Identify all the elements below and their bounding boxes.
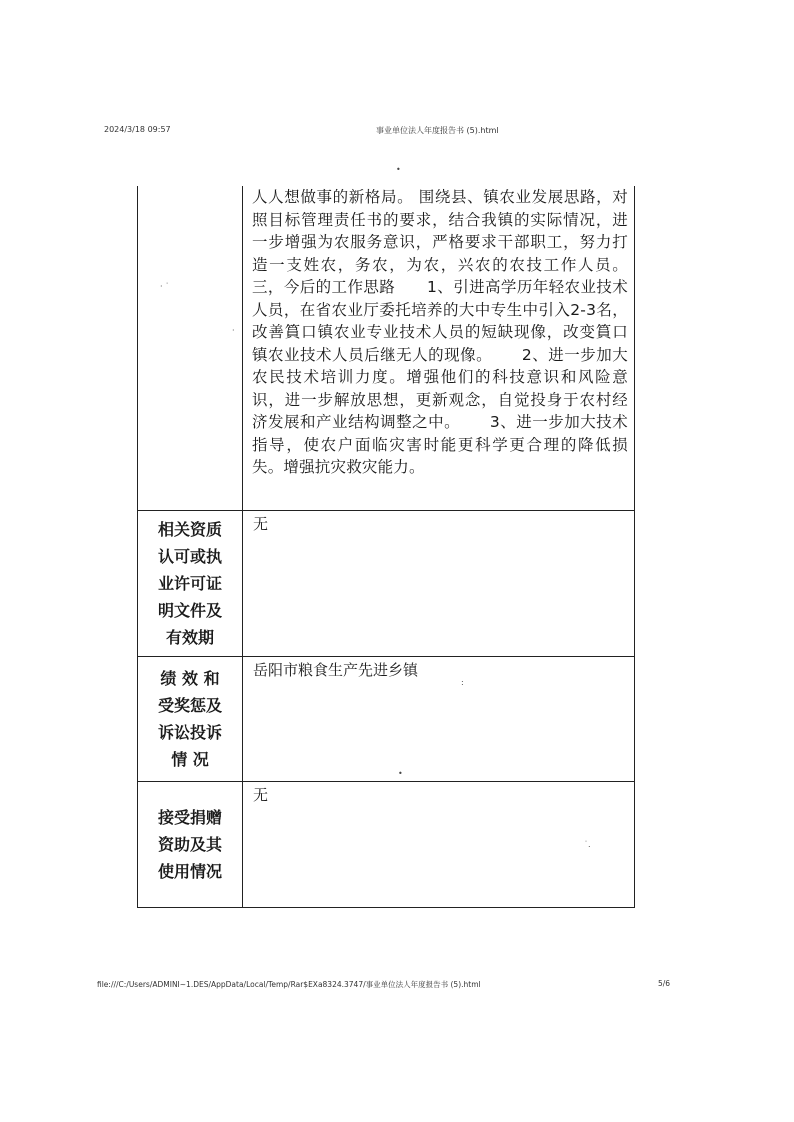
table-row-work-summary [138, 186, 635, 510]
table-row-performance [138, 656, 635, 781]
row-label-donations [138, 781, 243, 907]
scan-speck: · ˙ [160, 282, 170, 291]
row-label-performance [138, 656, 243, 781]
header-datetime: 2024/3/18 09:57 [104, 125, 171, 134]
work-summary-text: 人人想做事的新格局。 围绕县、镇农业发展思路，对照目标管理责任书的要求，结合我镇的实际情况，进一步增强为农服务意识，严格要求干部职工，努力打造一支姓农，务农，为农，兴农的农技工作人员。 三，今后的工作思路 1、引进高学历年轻农业技术人员，在省农业厅委托培养的大中专生中引入2-3名，改善篔口镇农业专业技术人员的短缺现像，改变篔口镇农业技术人员后继无人的现像。 2、进一步加大农民技术培训力度。增强他们的科技意识和风险意识，进一步解放思想，更新观念，自觉投身于农村经济发展和产业结构调整之中。 3、进一步加大技术指导，使农户面临灾害时能更科学更合理的降低损失。增强抗灾救灾能力。 [243, 186, 635, 510]
scan-speck: · [232, 326, 235, 335]
label-line: 相关资质 [157, 519, 222, 539]
table-row-donations [138, 781, 635, 907]
label-line: 使用情况 [157, 861, 222, 881]
scan-speck: ˙. [584, 840, 591, 849]
table-row-qualification [138, 510, 635, 656]
qualification-value: 无 [243, 510, 635, 656]
scan-speck: • [396, 165, 401, 174]
footer-page-number: 5/6 [658, 979, 671, 988]
row-label-qualification [138, 510, 243, 656]
label-line: 认可或执 [157, 546, 222, 566]
report-table [137, 186, 635, 908]
row-label-empty [138, 186, 243, 510]
label-line: 接受捐赠 [157, 807, 222, 827]
label-line: 业许可证 [157, 573, 222, 593]
performance-value: 岳阳市粮食生产先进乡镇 [243, 656, 635, 781]
scan-speck: • [398, 769, 403, 778]
footer-file-path: file:///C:/Users/ADMINI~1.DES/AppData/Local/Temp/Rar$EXa8324.3747/事业单位法人年度报告书 (5).html [97, 980, 481, 989]
label-line: 情 况 [171, 749, 209, 769]
donations-value: 无 [243, 781, 635, 907]
label-line: 明文件及 [157, 600, 222, 620]
label-line: 有效期 [165, 627, 214, 647]
header-title: 事业单位法人年度报告书 (5).html [376, 126, 499, 135]
scan-speck: : [461, 678, 464, 687]
label-line: 受奖惩及 [157, 695, 222, 715]
label-line: 绩 效 和 [160, 668, 220, 688]
label-line: 诉讼投诉 [157, 722, 222, 742]
label-line: 资助及其 [157, 834, 222, 854]
